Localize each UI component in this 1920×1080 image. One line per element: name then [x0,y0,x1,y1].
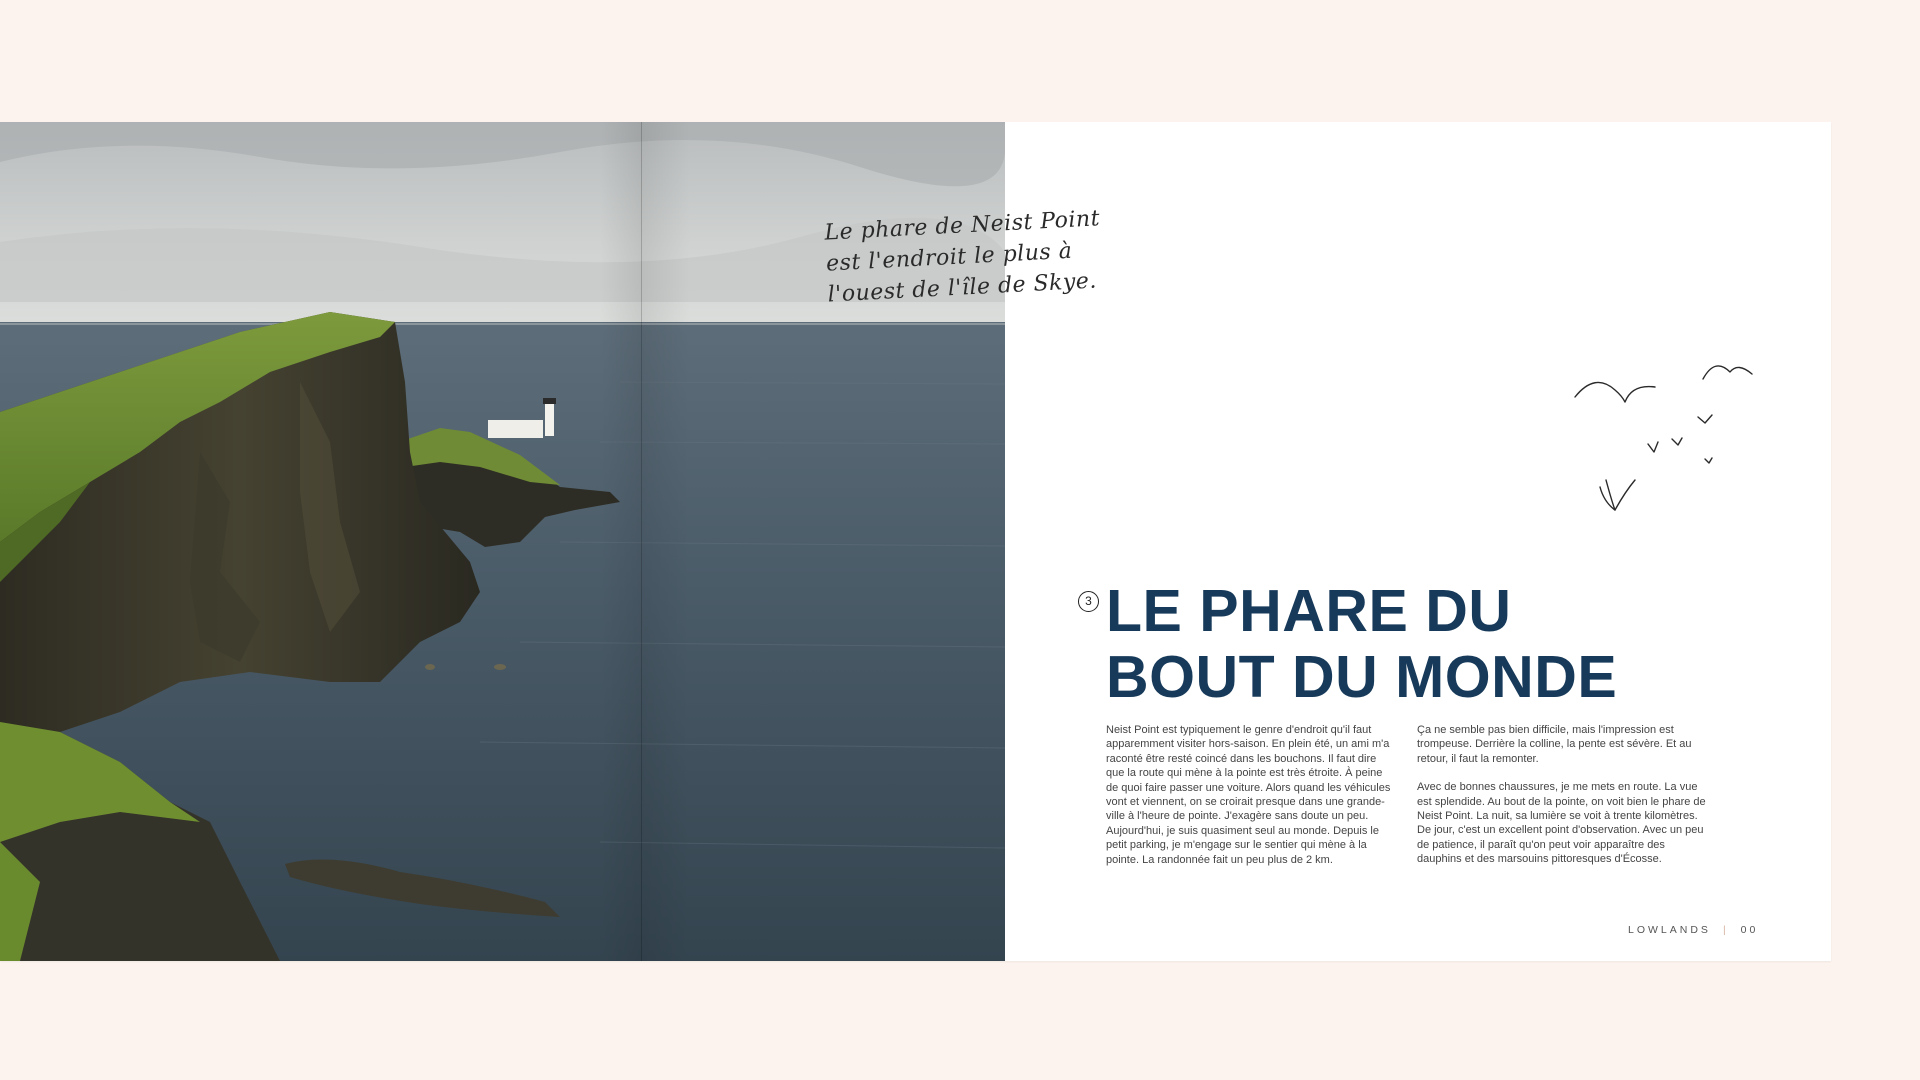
footer-section-name: LOWLANDS [1628,924,1711,936]
body-column-right [1417,723,1707,881]
caption-line: est l'endroit le plus à [825,238,1073,277]
handwritten-caption [824,202,1118,310]
article-number-badge: 3 [1078,591,1099,612]
body-paragraph: Ça ne semble pas bien difficile, mais l'impression est trompeuse. Derrière la colline, la pente est sévère. Et au retour, il faut la remonter. [1417,724,1692,765]
page-number: 00 [1740,924,1759,936]
caption-line: l'ouest de l'île de Skye. [827,268,1098,308]
page-gutter [641,122,642,961]
page-footer [1628,922,1788,938]
body-paragraph: Avec de bonnes chaussures, je me mets en route. La vue est splendide. Au bout de la pointe, on voit bien le phare de Neist Point. La nuit, sa lumière se voit à trente kilomètres. De jour, c'est un excellent point d'observation. Avec un peu de patience, il paraît qu'on peut voir apparaître des dauphins et des marsouins pittoresques d'Écosse. [1417,781,1706,866]
caption-line: Le phare de Neist Point [823,206,1101,246]
body-paragraph: Neist Point est typiquement le genre d'endroit qu'il faut apparemment visiter hors-saison. En plein été, un ami m'a raconté être resté coincé dans les bouchons. Il faut dire que la route qui mène à la pointe est très étroite. À peine de quoi faire passer une voiture. Alors quand les véhicules vont et viennent, on se croirait presque dans une grande-ville à l'heure de pointe. J'exagère sans doute un peu. Aujourd'hui, je suis quasiment seul au monde. Depuis le petit parking, je m'engage sur le sentier qui mène à la pointe. La randonnée fait un peu plus de 2 km. [1106,724,1391,866]
title-line: LE PHARE DU [1106,578,1512,644]
page-gutter-shadow [600,122,690,961]
body-column-left [1106,723,1396,881]
seagulls-icon [1570,352,1770,532]
title-line: BOUT DU MONDE [1106,644,1618,710]
footer-separator: | [1722,924,1729,936]
article-title [1106,578,1666,710]
